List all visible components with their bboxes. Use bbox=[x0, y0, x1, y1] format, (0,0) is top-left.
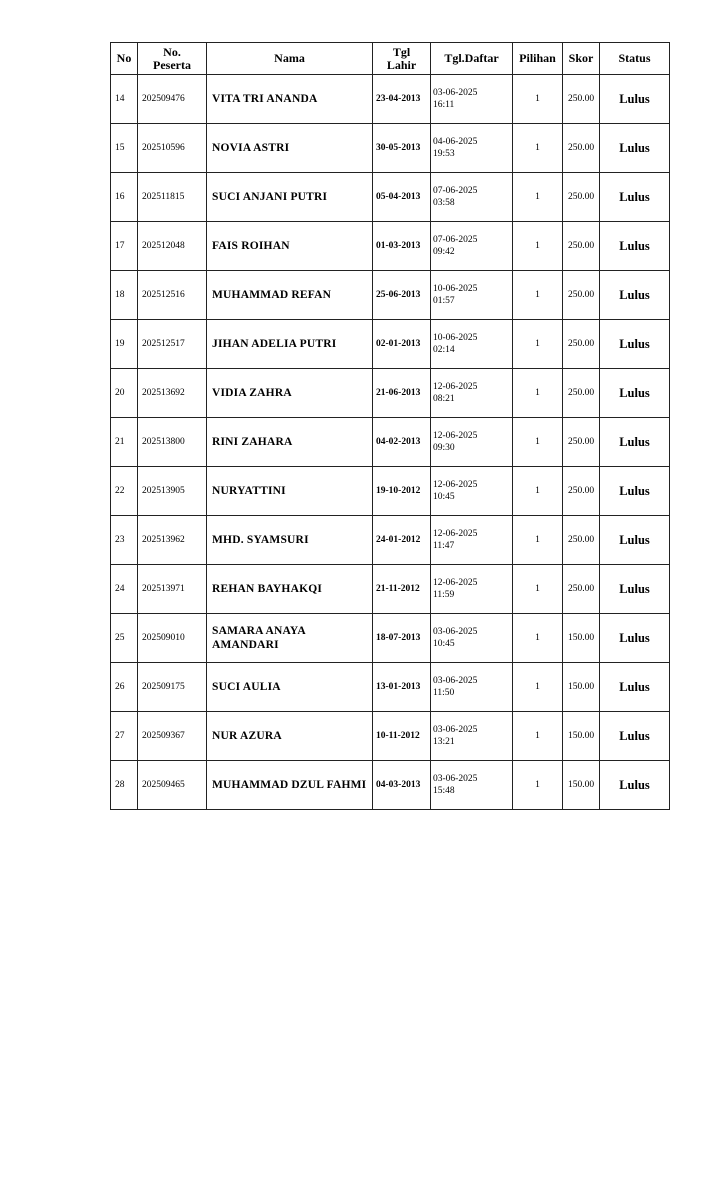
status-text: Lulus bbox=[600, 418, 670, 467]
participant-number: 202509465 bbox=[138, 761, 207, 810]
participant-name: MUHAMMAD REFAN bbox=[207, 271, 373, 320]
birth-date: 30-05-2013 bbox=[373, 124, 431, 173]
status-text: Lulus bbox=[600, 320, 670, 369]
registration-time: 16:11 bbox=[433, 100, 455, 110]
row-number: 24 bbox=[111, 565, 138, 614]
header-daftar: Tgl.Daftar bbox=[431, 43, 513, 75]
choice: 1 bbox=[513, 565, 563, 614]
status-text: Lulus bbox=[600, 271, 670, 320]
header-nama: Nama bbox=[207, 43, 373, 75]
row-number: 14 bbox=[111, 75, 138, 124]
table-row bbox=[111, 418, 670, 467]
status-text: Lulus bbox=[600, 663, 670, 712]
registration-date: 12-06-2025 bbox=[433, 480, 478, 490]
score: 250.00 bbox=[563, 565, 600, 614]
participant-name: SAMARA ANAYA AMANDARI bbox=[207, 614, 373, 663]
participant-number: 202513692 bbox=[138, 369, 207, 418]
participant-number: 202512517 bbox=[138, 320, 207, 369]
participant-number: 202513800 bbox=[138, 418, 207, 467]
birth-date: 19-10-2012 bbox=[373, 467, 431, 516]
header-skor: Skor bbox=[563, 43, 600, 75]
registration-time: 10:45 bbox=[433, 639, 455, 649]
choice: 1 bbox=[513, 712, 563, 761]
registration-date: 07-06-2025 bbox=[433, 186, 478, 196]
status-text: Lulus bbox=[600, 369, 670, 418]
birth-date: 05-04-2013 bbox=[373, 173, 431, 222]
participant-number: 202512516 bbox=[138, 271, 207, 320]
registration-time: 11:47 bbox=[433, 541, 455, 551]
registration-time: 09:42 bbox=[433, 247, 455, 257]
registration-date: 07-06-2025 bbox=[433, 235, 478, 245]
birth-date: 01-03-2013 bbox=[373, 222, 431, 271]
row-number: 23 bbox=[111, 516, 138, 565]
registration-datetime bbox=[431, 320, 513, 369]
participant-number: 202509367 bbox=[138, 712, 207, 761]
registration-time: 19:53 bbox=[433, 149, 455, 159]
registration-datetime bbox=[431, 418, 513, 467]
registration-datetime bbox=[431, 712, 513, 761]
choice: 1 bbox=[513, 418, 563, 467]
birth-date: 21-11-2012 bbox=[373, 565, 431, 614]
row-number: 18 bbox=[111, 271, 138, 320]
table-body bbox=[111, 75, 670, 810]
header-lahir-line2: Lahir bbox=[386, 57, 417, 72]
choice: 1 bbox=[513, 320, 563, 369]
registration-time: 11:50 bbox=[433, 688, 455, 698]
registration-date: 03-06-2025 bbox=[433, 88, 478, 98]
participant-number: 202509175 bbox=[138, 663, 207, 712]
score: 150.00 bbox=[563, 614, 600, 663]
row-number: 15 bbox=[111, 124, 138, 173]
participant-number: 202513962 bbox=[138, 516, 207, 565]
participant-name: NURYATTINI bbox=[207, 467, 373, 516]
score: 250.00 bbox=[563, 516, 600, 565]
status-text: Lulus bbox=[600, 614, 670, 663]
birth-date: 21-06-2013 bbox=[373, 369, 431, 418]
score: 150.00 bbox=[563, 712, 600, 761]
table-row bbox=[111, 565, 670, 614]
status-text: Lulus bbox=[600, 712, 670, 761]
row-number: 27 bbox=[111, 712, 138, 761]
birth-date: 04-03-2013 bbox=[373, 761, 431, 810]
header-lahir-line1: Tgl bbox=[392, 44, 411, 59]
registration-datetime bbox=[431, 761, 513, 810]
registration-datetime bbox=[431, 124, 513, 173]
birth-date: 13-01-2013 bbox=[373, 663, 431, 712]
birth-date: 10-11-2012 bbox=[373, 712, 431, 761]
table-row bbox=[111, 369, 670, 418]
row-number: 19 bbox=[111, 320, 138, 369]
status-text: Lulus bbox=[600, 222, 670, 271]
choice: 1 bbox=[513, 124, 563, 173]
score: 250.00 bbox=[563, 467, 600, 516]
row-number: 22 bbox=[111, 467, 138, 516]
table-row bbox=[111, 222, 670, 271]
registration-date: 12-06-2025 bbox=[433, 529, 478, 539]
table-row bbox=[111, 124, 670, 173]
registration-date: 03-06-2025 bbox=[433, 676, 478, 686]
registration-datetime bbox=[431, 467, 513, 516]
registration-datetime bbox=[431, 173, 513, 222]
birth-date: 25-06-2013 bbox=[373, 271, 431, 320]
choice: 1 bbox=[513, 761, 563, 810]
registration-date: 10-06-2025 bbox=[433, 284, 478, 294]
registration-date: 10-06-2025 bbox=[433, 333, 478, 343]
table-row bbox=[111, 712, 670, 761]
score: 250.00 bbox=[563, 75, 600, 124]
status-text: Lulus bbox=[600, 467, 670, 516]
registration-datetime bbox=[431, 369, 513, 418]
registration-date: 04-06-2025 bbox=[433, 137, 478, 147]
status-text: Lulus bbox=[600, 75, 670, 124]
participant-number: 202513971 bbox=[138, 565, 207, 614]
registration-datetime bbox=[431, 565, 513, 614]
participant-name: RINI ZAHARA bbox=[207, 418, 373, 467]
status-text: Lulus bbox=[600, 173, 670, 222]
choice: 1 bbox=[513, 369, 563, 418]
row-number: 16 bbox=[111, 173, 138, 222]
participant-number: 202509476 bbox=[138, 75, 207, 124]
registration-datetime bbox=[431, 222, 513, 271]
table-row bbox=[111, 320, 670, 369]
choice: 1 bbox=[513, 614, 563, 663]
score: 250.00 bbox=[563, 271, 600, 320]
row-number: 28 bbox=[111, 761, 138, 810]
registration-date: 03-06-2025 bbox=[433, 725, 478, 735]
birth-date: 24-01-2012 bbox=[373, 516, 431, 565]
participant-name: VITA TRI ANANDA bbox=[207, 75, 373, 124]
participant-name: NOVIA ASTRI bbox=[207, 124, 373, 173]
participant-name: VIDIA ZAHRA bbox=[207, 369, 373, 418]
participant-name: JIHAN ADELIA PUTRI bbox=[207, 320, 373, 369]
score: 250.00 bbox=[563, 369, 600, 418]
score: 250.00 bbox=[563, 124, 600, 173]
score: 250.00 bbox=[563, 173, 600, 222]
score: 250.00 bbox=[563, 222, 600, 271]
table-row bbox=[111, 614, 670, 663]
status-text: Lulus bbox=[600, 516, 670, 565]
header-status: Status bbox=[600, 43, 670, 75]
table-row bbox=[111, 516, 670, 565]
participant-name: MHD. SYAMSURI bbox=[207, 516, 373, 565]
header-row bbox=[111, 43, 670, 75]
registration-time: 03:58 bbox=[433, 198, 455, 208]
registration-date: 12-06-2025 bbox=[433, 431, 478, 441]
registration-time: 13:21 bbox=[433, 737, 455, 747]
birth-date: 04-02-2013 bbox=[373, 418, 431, 467]
registration-date: 03-06-2025 bbox=[433, 774, 478, 784]
row-number: 20 bbox=[111, 369, 138, 418]
choice: 1 bbox=[513, 75, 563, 124]
registration-time: 11:59 bbox=[433, 590, 455, 600]
header-peserta-line2: Peserta bbox=[153, 57, 191, 72]
registration-datetime bbox=[431, 663, 513, 712]
registration-datetime bbox=[431, 516, 513, 565]
registration-datetime bbox=[431, 271, 513, 320]
table-row bbox=[111, 467, 670, 516]
table-row bbox=[111, 761, 670, 810]
choice: 1 bbox=[513, 271, 563, 320]
score: 250.00 bbox=[563, 320, 600, 369]
header-lahir bbox=[373, 43, 431, 75]
registration-time: 10:45 bbox=[433, 492, 455, 502]
header-peserta bbox=[138, 43, 207, 75]
participant-number: 202512048 bbox=[138, 222, 207, 271]
participant-name: SUCI AULIA bbox=[207, 663, 373, 712]
participant-number: 202513905 bbox=[138, 467, 207, 516]
header-no: No bbox=[111, 43, 138, 75]
registration-time: 08:21 bbox=[433, 394, 455, 404]
status-text: Lulus bbox=[600, 761, 670, 810]
participant-name: MUHAMMAD DZUL FAHMI bbox=[207, 761, 373, 810]
choice: 1 bbox=[513, 222, 563, 271]
row-number: 21 bbox=[111, 418, 138, 467]
participant-name: FAIS ROIHAN bbox=[207, 222, 373, 271]
header-pilihan: Pilihan bbox=[513, 43, 563, 75]
birth-date: 18-07-2013 bbox=[373, 614, 431, 663]
table-row bbox=[111, 663, 670, 712]
row-number: 25 bbox=[111, 614, 138, 663]
registration-datetime bbox=[431, 75, 513, 124]
participant-name: REHAN BAYHAKQI bbox=[207, 565, 373, 614]
table-header bbox=[111, 43, 670, 75]
choice: 1 bbox=[513, 467, 563, 516]
participant-number: 202510596 bbox=[138, 124, 207, 173]
registration-time: 02:14 bbox=[433, 345, 455, 355]
participant-number: 202511815 bbox=[138, 173, 207, 222]
participant-number: 202509010 bbox=[138, 614, 207, 663]
table-row bbox=[111, 271, 670, 320]
row-number: 26 bbox=[111, 663, 138, 712]
status-text: Lulus bbox=[600, 565, 670, 614]
birth-date: 02-01-2013 bbox=[373, 320, 431, 369]
registration-date: 03-06-2025 bbox=[433, 627, 478, 637]
choice: 1 bbox=[513, 516, 563, 565]
results-table bbox=[110, 42, 670, 810]
registration-date: 12-06-2025 bbox=[433, 382, 478, 392]
status-text: Lulus bbox=[600, 124, 670, 173]
choice: 1 bbox=[513, 173, 563, 222]
registration-time: 09:30 bbox=[433, 443, 455, 453]
birth-date: 23-04-2013 bbox=[373, 75, 431, 124]
participant-name: SUCI ANJANI PUTRI bbox=[207, 173, 373, 222]
registration-date: 12-06-2025 bbox=[433, 578, 478, 588]
participant-name: NUR AZURA bbox=[207, 712, 373, 761]
choice: 1 bbox=[513, 663, 563, 712]
row-number: 17 bbox=[111, 222, 138, 271]
table-row bbox=[111, 173, 670, 222]
score: 150.00 bbox=[563, 761, 600, 810]
registration-datetime bbox=[431, 614, 513, 663]
header-peserta-line1: No. bbox=[163, 44, 181, 59]
score: 150.00 bbox=[563, 663, 600, 712]
registration-time: 15:48 bbox=[433, 786, 455, 796]
score: 250.00 bbox=[563, 418, 600, 467]
table-row bbox=[111, 75, 670, 124]
registration-time: 01:57 bbox=[433, 296, 455, 306]
